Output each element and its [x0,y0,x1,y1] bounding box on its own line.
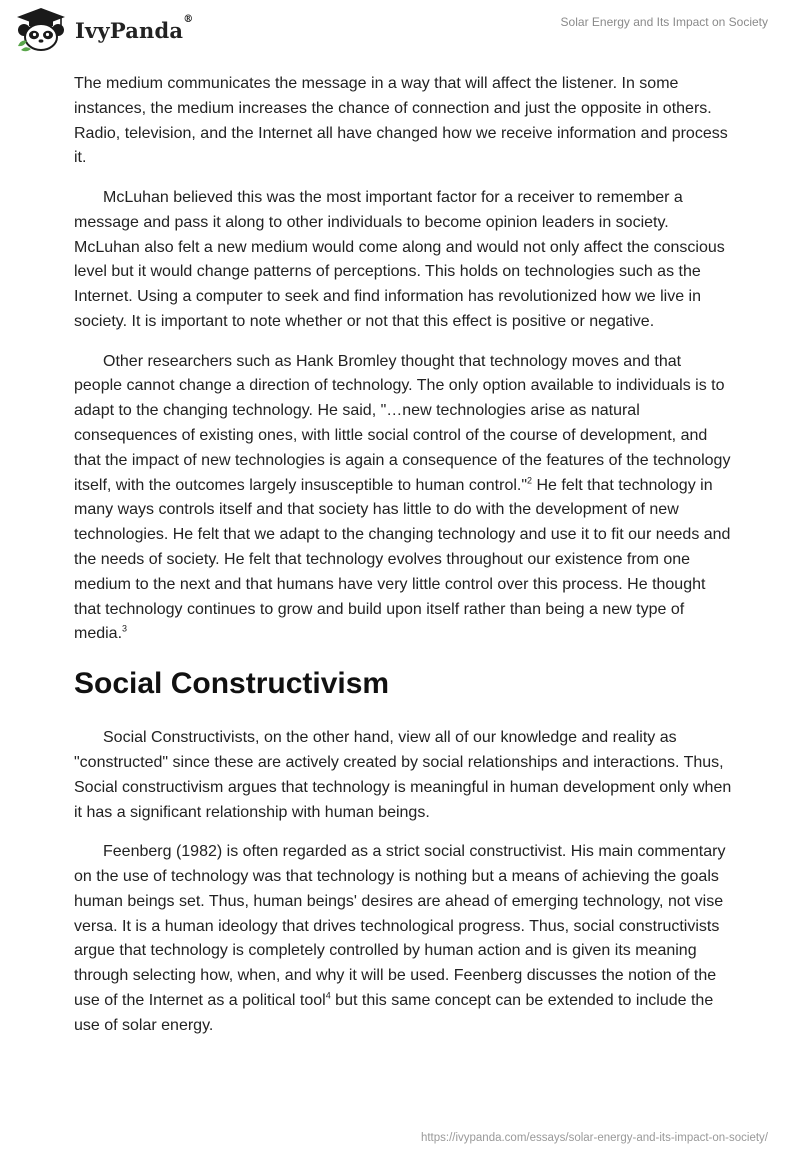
registered-mark: ® [183,13,194,25]
paragraph-3 [74,350,732,648]
paragraph-3-text-b: He felt that technology in many ways controls itself and that society has little to do with the development of new technologies. He felt that we adapt to the changing technology and use it to fit our needs and the needs of society. He felt that technology evolves throughout our existence from one medium to the next and that humans have very little control over this process. He thought that technology continues to grow and build upon itself rather than being a new type of media. [74,476,731,643]
paragraph-4: Social Constructivists, on the other hand, view all of our knowledge and reality as "constructed" since these are actively created by social relationships and interactions. Thus, Social constructivism argues that technology is meaningful in human development only when it has a significant relationship with human beings. [74,729,732,821]
ivypanda-logo[interactable] [14,6,193,52]
footnote-ref-3[interactable]: 3 [122,624,128,634]
source-url[interactable]: https://ivypanda.com/essays/solar-energy-and-its-impact-on-society/ [420,1132,768,1144]
paragraph-2: McLuhan believed this was the most important factor for a receiver to remember a message and pass it along to other individuals to become opinion leaders in society. McLuhan also felt a new medium would come along and would not only affect the conscious level but it would change patterns of perceptions. This holds on technologies such as the Internet. Using a computer to seek and find information has revolutionized how we live in society. It is important to note whether or not that this effect is positive or negative. [74,188,725,330]
brand-name: IvyPanda® [75,13,194,43]
paragraph-5-text-b: but this same concept can be extended to include the use of solar energy. [74,991,714,1034]
page-header [0,0,800,62]
paragraph-1: The medium communicates the message in a way that will affect the listener. In some instances, the medium increases the chance of connection and just the opposite in others. Radio, television, and the Internet all have changed how we receive information and process it. [74,75,728,167]
section-heading: Social Constructivism [74,667,390,701]
essay-content [74,72,732,1053]
panda-graduation-cap-icon [14,6,68,52]
paragraph-5-text-a: Feenberg (1982) is often regarded as a strict social constructivist. His main commentary on the use of technology was that technology is nothing but a means of achieving the goals human beings set. Thus, human beings' desires are ahead of emerging technology, not vise versa. It is a human ideology that drives technological progress. Thus, social constructivists argue that technology is completely controlled by human action and is given its meaning through selecting how, when, and why it will be used. Feenberg discusses the notion of the use of the Internet as a political tool [74,843,726,1009]
document-title: Solar Energy and Its Impact on Society [560,15,768,29]
footnote-ref-2[interactable]: 2 [527,475,533,486]
paragraph-5 [74,840,732,1038]
footnote-ref-4[interactable]: 4 [325,990,331,1001]
paragraph-3-text-a: Other researchers such as Hank Bromley thought that technology moves and that people cannot change a direction of technology. The only option available to individuals is to adapt to the changing technology. He said, "…new technologies arise as natural consequences of existing ones, with little social control of the course of development, and that the impact of new technologies is again a consequence of the features of the technology itself, with the outcomes largely insusceptible to human control." [74,352,731,494]
